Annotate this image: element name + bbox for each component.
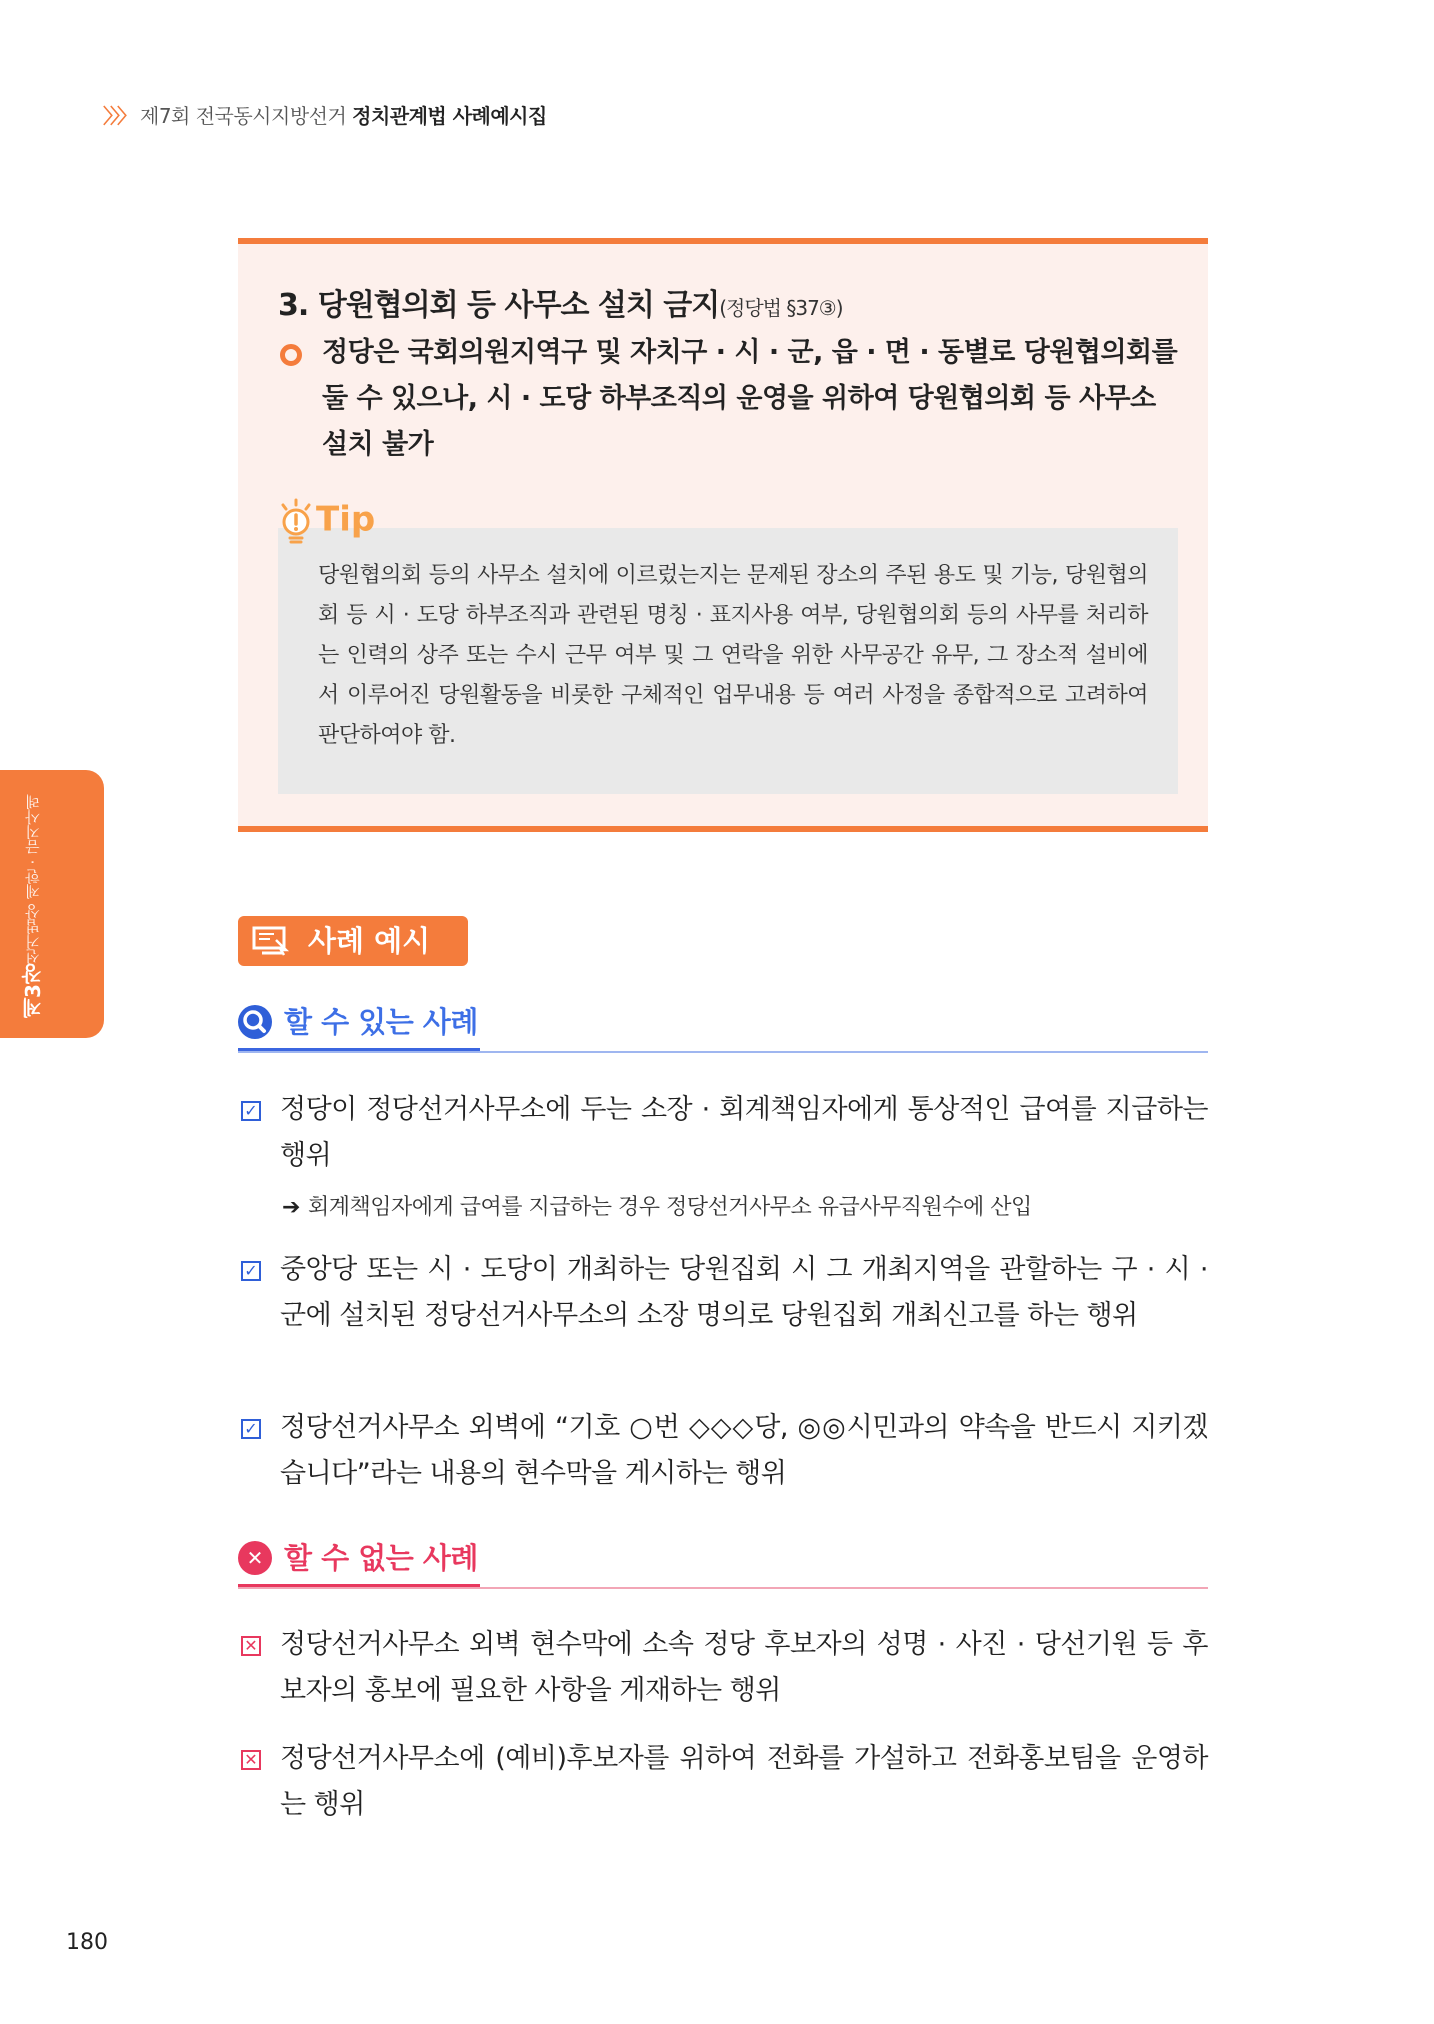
rule-box (238, 238, 1208, 832)
example-banner (238, 916, 468, 966)
can-item-note (282, 1190, 1032, 1221)
x-circle-icon: ✕ (238, 1541, 272, 1575)
header-series: 제7회 전국동시지방선거 (140, 104, 347, 128)
checkbox-checked-icon: ✓ (241, 1101, 261, 1121)
rule-reference: (정당법 §37③) (719, 296, 843, 320)
tip-text: 당원협의회 등의 사무소 설치에 이르렀는지는 문제된 장소의 주된 용도 및 기능, 당원협의회 등 시 · 도당 하부조직과 관련된 명칭 · 표지사용 여부, 당원협의회 등의 사무를 처리하는 인력의 상주 또는 수시 근무 여부 및 그 연락을 위한 사무공간 유무, 그 장소적 설비에서 이루어진 당원활동을 비롯한 구체적인 업무내용 등 여러 사정을 종합적으로 고려하여 판단하여야 함. (318, 563, 1148, 748)
rule-bullet-text: 정당은 국회의원지역구 및 자치구 · 시 · 군, 읍 · 면 · 동별로 당원협의회를 둘 수 있으나, 시 · 도당 하부조직의 운영을 위하여 당원협의회 등 사무소 설치 불가 (322, 337, 1178, 460)
page-number: 180 (66, 1930, 108, 1955)
tip-label: Tip (316, 499, 376, 540)
can-item-text: 정당이 정당선거사무소에 두는 소장 · 회계책임자에게 통상적인 급여를 지급하는 행위 (280, 1094, 1208, 1171)
header-book-title: 정치관계법 사례예시집 (352, 104, 547, 128)
example-banner-label: 사례 예시 (308, 924, 431, 958)
can-heading-text: 할 수 있는 사례 (284, 1005, 478, 1039)
chevron-icon: 〉〉〉 (103, 104, 134, 128)
cannot-item-text: 정당선거사무소 외벽 현수막에 소속 정당 후보자의 성명 · 사진 · 당선기원 등 후보자의 홍보에 필요한 사항을 게재하는 행위 (280, 1629, 1208, 1706)
chapter-subtitle: 선거법상 제한 · 금지사례 (24, 795, 42, 965)
checkbox-x-icon: ✕ (241, 1636, 261, 1656)
cannot-heading-rule (238, 1587, 1208, 1589)
can-section-heading (238, 1000, 1208, 1060)
checkbox-checked-icon: ✓ (241, 1419, 261, 1439)
checkbox-checked-icon: ✓ (241, 1261, 261, 1281)
cannot-heading-text: 할 수 없는 사례 (284, 1541, 478, 1575)
can-item-note-text: 회계책임자에게 급여를 지급하는 경우 정당선거사무소 유급사무직원수에 산입 (307, 1195, 1032, 1220)
checkbox-x-icon: ✕ (241, 1750, 261, 1770)
cannot-item-text: 정당선거사무소에 (예비)후보자를 위하여 전화를 가설하고 전화홍보팀을 운영하는 행위 (280, 1743, 1208, 1820)
lightbulb-icon (278, 498, 314, 544)
chapter-side-tab (0, 770, 104, 1038)
chapter-label: 제3장 (21, 964, 45, 1018)
monitor-icon (252, 926, 290, 956)
can-item-text: 중앙당 또는 시 · 도당이 개최하는 당원집회 시 그 개최지역을 관할하는 구 · 시 · 군에 설치된 정당선거사무소의 소장 명의로 당원집회 개최신고를 하는 행위 (280, 1254, 1208, 1331)
arrow-right-icon: ➔ (282, 1195, 300, 1220)
running-header (103, 100, 547, 129)
rule-title-text: 3. 당원협의회 등 사무소 설치 금지 (278, 288, 720, 323)
cannot-section-heading (238, 1536, 1208, 1596)
rule-title (278, 280, 843, 324)
ring-bullet-icon (280, 344, 302, 366)
can-heading-rule (238, 1051, 1208, 1053)
can-item-text: 정당선거사무소 외벽에 “기호 ○번 ◇◇◇당, ◎◎시민과의 약속을 반드시 지키겠습니다”라는 내용의 현수막을 게시하는 행위 (280, 1412, 1208, 1489)
chapter-side-tab-text (18, 795, 88, 1018)
tip-box (278, 528, 1178, 794)
tip-heading (278, 498, 375, 544)
